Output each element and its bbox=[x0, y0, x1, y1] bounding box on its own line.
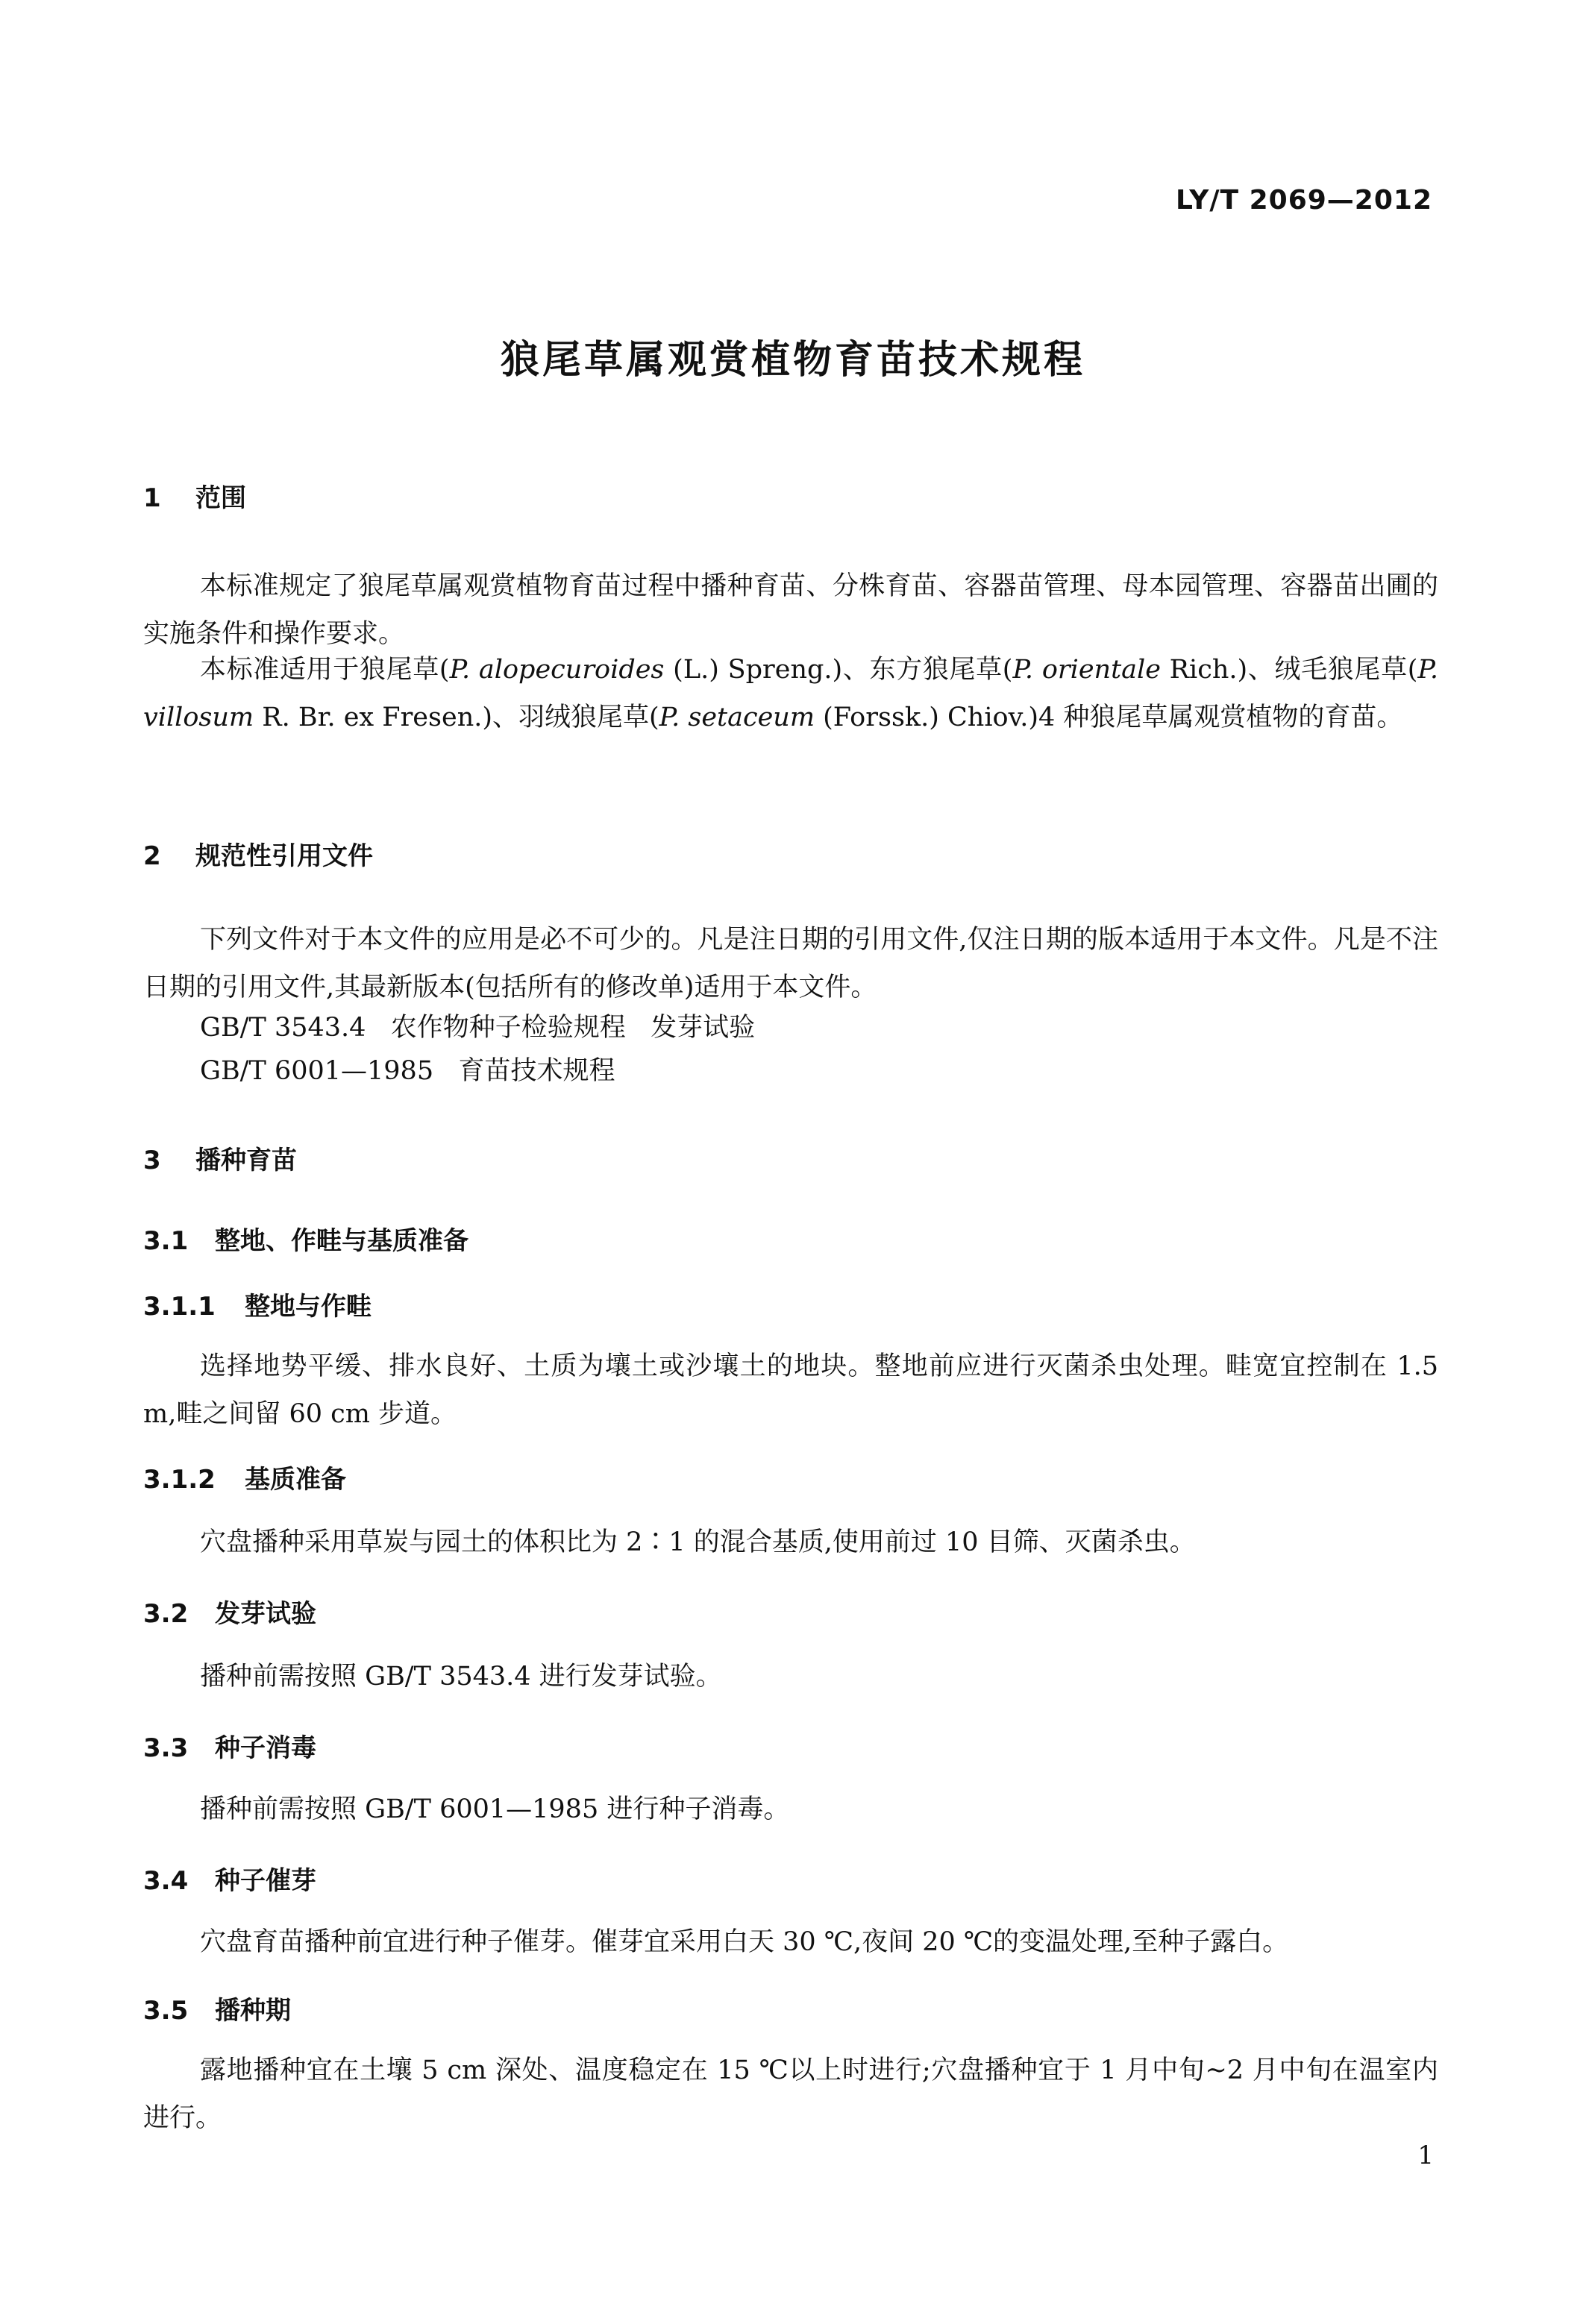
paragraph-seed-germination: 穴盘育苗播种前宜进行种子催芽。催芽宜采用白天 30 ℃,夜间 20 ℃的变温处理,至种子露白。 bbox=[200, 1927, 1289, 1957]
section-title: 基质准备 bbox=[245, 1465, 346, 1495]
section-number: 3.1.1 bbox=[143, 1292, 216, 1322]
paragraph-scope-2: 本标准适用于狼尾草(P. alopecuroides (L.) Spreng.)、东方狼尾草(P. orientale Rich.)、绒毛狼尾草(P. villosum R. Br. ex Fresen.)、羽绒狼尾草(P. setaceum (Forssk.) Chiov.)4 种狼尾草属观赏植物的育苗。 bbox=[143, 655, 1438, 732]
section-heading-3 bbox=[143, 1140, 297, 1176]
paragraph-sowing-period: 露地播种宜在土壤 5 cm 深处、温度稳定在 15 ℃以上时进行;穴盘播种宜于 1 月中旬~2 月中旬在温室内进行。 bbox=[143, 2056, 1438, 2133]
section-title: 规范性引用文件 bbox=[195, 841, 373, 871]
section-title: 发芽试验 bbox=[215, 1599, 316, 1629]
document-title: 狼尾草属观赏植物育苗技术规程 bbox=[500, 338, 1085, 383]
section-number: 3 bbox=[143, 1146, 161, 1175]
section-title: 整地、作畦与基质准备 bbox=[215, 1226, 468, 1256]
section-title: 种子消毒 bbox=[215, 1733, 316, 1763]
section-heading-3-1-2 bbox=[143, 1459, 346, 1495]
paragraph-germination-test: 播种前需按照 GB/T 3543.4 进行发芽试验。 bbox=[200, 1662, 722, 1692]
section-heading-3-2 bbox=[143, 1593, 316, 1630]
section-heading-1 bbox=[143, 477, 246, 514]
section-title: 种子催芽 bbox=[215, 1866, 316, 1896]
paragraph-substrate: 穴盘播种采用草炭与园土的体积比为 2∶1 的混合基质,使用前过 10 目筛、灭菌杀虫。 bbox=[200, 1527, 1196, 1557]
section-title: 整地与作畦 bbox=[245, 1292, 372, 1322]
section-heading-2 bbox=[143, 835, 373, 872]
paragraph-references: 下列文件对于本文件的应用是必不可少的。凡是注日期的引用文件,仅注日期的版本适用于本文件。凡是不注日期的引用文件,其最新版本(包括所有的修改单)适用于本文件。 bbox=[143, 925, 1438, 1002]
section-number: 3.3 bbox=[143, 1733, 189, 1763]
section-number: 3.1.2 bbox=[143, 1465, 216, 1495]
paragraph-land-preparation: 选择地势平缓、排水良好、土质为壤土或沙壤土的地块。整地前应进行灭菌杀虫处理。畦宽宜控制在 1.5 m,畦之间留 60 cm 步道。 bbox=[143, 1351, 1438, 1429]
section-heading-3-4 bbox=[143, 1860, 316, 1897]
section-number: 3.4 bbox=[143, 1866, 189, 1896]
section-title: 播种期 bbox=[215, 1996, 291, 2026]
section-number: 1 bbox=[143, 483, 161, 513]
section-heading-3-3 bbox=[143, 1727, 316, 1764]
section-title: 范围 bbox=[195, 483, 246, 513]
section-heading-3-1-1 bbox=[143, 1286, 372, 1322]
page-number: 1 bbox=[1417, 2141, 1434, 2170]
section-title: 播种育苗 bbox=[195, 1146, 297, 1175]
reference-item: GB/T 3543.4 农作物种子检验规程 发芽试验 bbox=[200, 1013, 756, 1043]
section-number: 3.1 bbox=[143, 1226, 189, 1256]
section-number: 3.5 bbox=[143, 1996, 189, 2026]
paragraph-scope-1: 本标准规定了狼尾草属观赏植物育苗过程中播种育苗、分株育苗、容器苗管理、母本园管理、容器苗出圃的实施条件和操作要求。 bbox=[143, 571, 1438, 649]
section-heading-3-1 bbox=[143, 1220, 468, 1257]
section-number: 2 bbox=[143, 841, 161, 871]
reference-item: GB/T 6001—1985 育苗技术规程 bbox=[200, 1056, 615, 1086]
paragraph-seed-disinfection: 播种前需按照 GB/T 6001—1985 进行种子消毒。 bbox=[200, 1794, 790, 1824]
section-number: 3.2 bbox=[143, 1599, 189, 1629]
section-heading-3-5 bbox=[143, 1990, 291, 2026]
standard-code: LY/T 2069—2012 bbox=[1175, 185, 1432, 216]
